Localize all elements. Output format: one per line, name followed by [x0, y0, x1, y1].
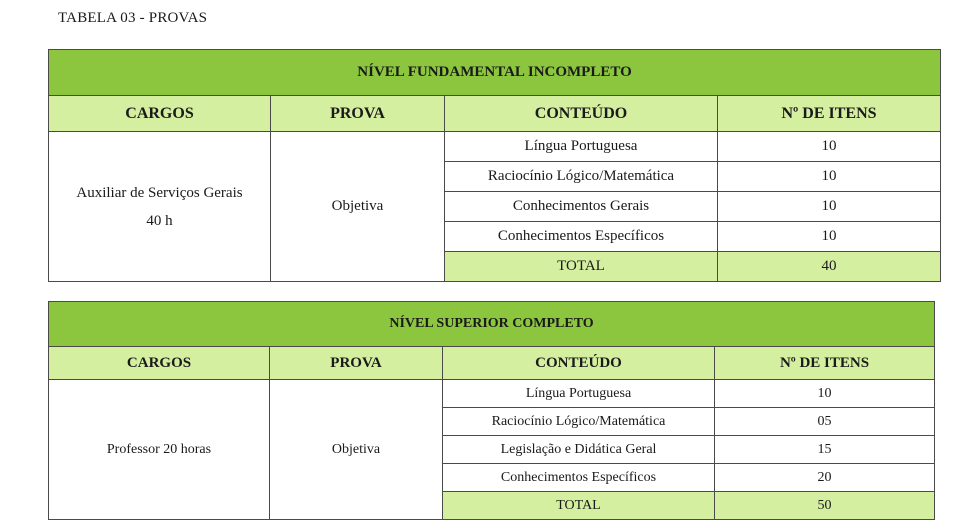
- total-value: 40: [718, 252, 941, 282]
- header-prova: PROVA: [270, 347, 443, 380]
- conteudo-cell: Raciocínio Lógico/Matemática: [445, 162, 718, 192]
- conteudo-cell: Conhecimentos Específicos: [445, 222, 718, 252]
- itens-cell: 20: [715, 464, 935, 492]
- table-row: [49, 380, 935, 408]
- level-title: NÍVEL SUPERIOR COMPLETO: [49, 302, 935, 347]
- level-title: NÍVEL FUNDAMENTAL INCOMPLETO: [49, 50, 941, 96]
- header-conteudo: CONTEÚDO: [445, 96, 718, 132]
- prova-cell: Objetiva: [271, 132, 445, 282]
- table-caption: TABELA 03 - PROVAS: [58, 10, 208, 26]
- cargo-name: Auxiliar de Serviços Gerais: [76, 184, 243, 201]
- header-conteudo: CONTEÚDO: [443, 347, 715, 380]
- conteudo-cell: Raciocínio Lógico/Matemática: [443, 408, 715, 436]
- header-itens: Nº DE ITENS: [715, 347, 935, 380]
- total-label: TOTAL: [445, 252, 718, 282]
- cargo-cell: [49, 132, 271, 282]
- prova-cell: Objetiva: [270, 380, 443, 520]
- itens-cell: 10: [715, 380, 935, 408]
- table-fundamental-incompleto: [48, 49, 941, 282]
- header-prova: PROVA: [271, 96, 445, 132]
- header-itens: Nº DE ITENS: [718, 96, 941, 132]
- conteudo-cell: Língua Portuguesa: [443, 380, 715, 408]
- itens-cell: 10: [718, 222, 941, 252]
- itens-cell: 05: [715, 408, 935, 436]
- cargo-hours: 40 h: [146, 212, 173, 229]
- itens-cell: 15: [715, 436, 935, 464]
- header-cargos: CARGOS: [49, 347, 270, 380]
- total-value: 50: [715, 492, 935, 520]
- cargo-cell: Professor 20 horas: [49, 380, 270, 520]
- itens-cell: 10: [718, 132, 941, 162]
- itens-cell: 10: [718, 162, 941, 192]
- table-row: [49, 132, 941, 162]
- total-label: TOTAL: [443, 492, 715, 520]
- header-cargos: CARGOS: [49, 96, 271, 132]
- conteudo-cell: Língua Portuguesa: [445, 132, 718, 162]
- conteudo-cell: Legislação e Didática Geral: [443, 436, 715, 464]
- table-superior-completo: [48, 301, 935, 520]
- conteudo-cell: Conhecimentos Específicos: [443, 464, 715, 492]
- itens-cell: 10: [718, 192, 941, 222]
- conteudo-cell: Conhecimentos Gerais: [445, 192, 718, 222]
